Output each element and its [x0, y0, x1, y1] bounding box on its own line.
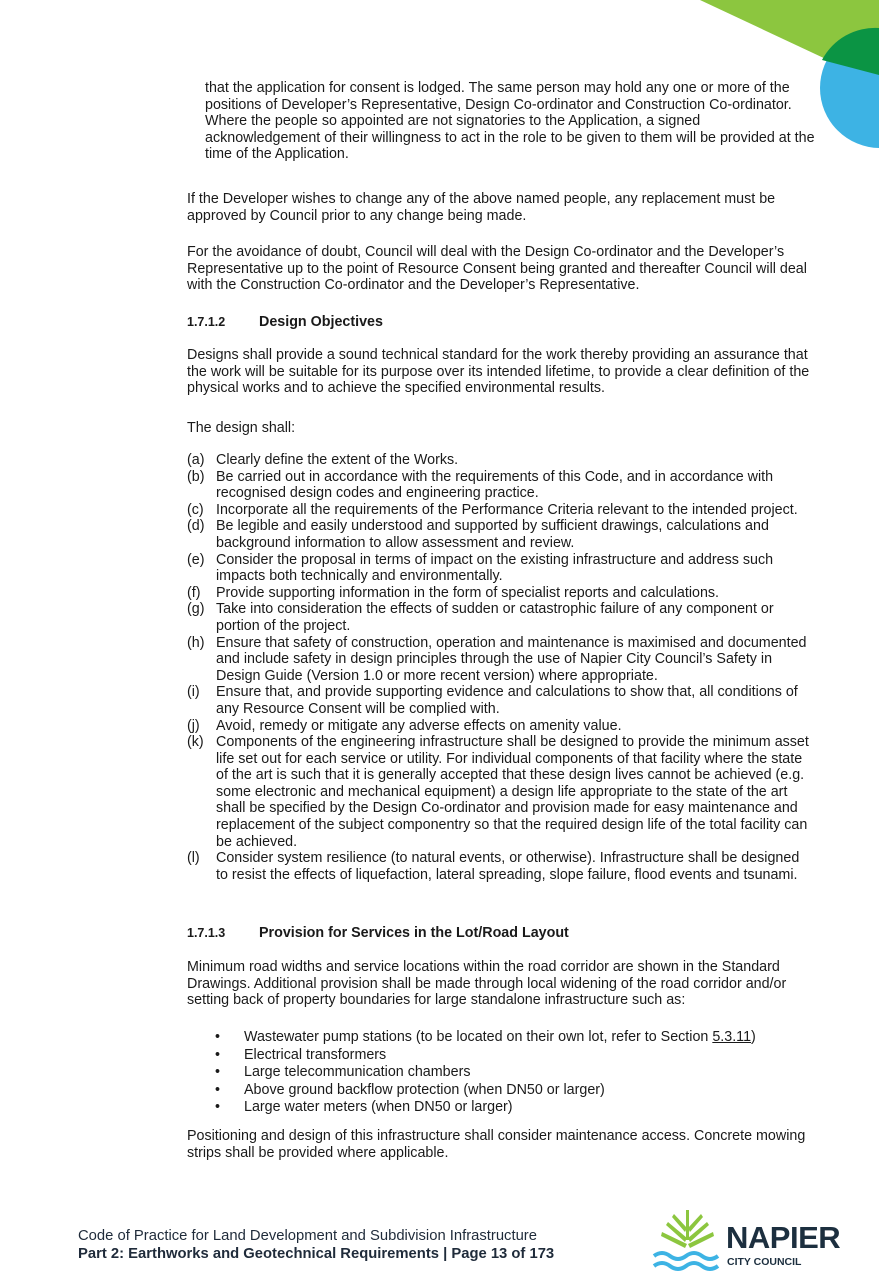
infrastructure-list	[215, 1029, 815, 1117]
list-item	[187, 469, 812, 502]
list-item	[187, 585, 812, 602]
list-text: Ensure that safety of construction, operation and maintenance is maximised and documented and include safety in design principles through the use of Napier City Council’s Safety in Design Guide (Version 1.0 or more recent version) where appropriate.	[216, 634, 807, 684]
avoidance-paragraph: For the avoidance of doubt, Council will deal with the Design Co-ordinator and the Developer’s Representative up to the point of Resource Consent being granted and thereafter Council will deal with the Construction Co-ordinator and the Developer’s Representative.	[187, 244, 807, 294]
list-item	[215, 1064, 815, 1082]
section-number: 1.7.1.3	[187, 926, 226, 940]
list-text: Components of the engineering infrastructure shall be designed to provide the minimum asset life set out for each service or utility. For individual components of that facility where the state of the art is such that it is generally accepted that these design lives cannot be achieved (e.g. some electronic and mechanical equipment) a design life appropriate to the state of the art shall be specified by the Design Co-ordinator and provision made for easy maintenance and replacement of the subject componentry so that the required design life of the total facility can be achieved.	[216, 734, 809, 850]
heading-design-objectives	[187, 314, 383, 331]
list-item	[187, 601, 812, 634]
list-item	[215, 1099, 815, 1117]
list-label: (k)	[187, 734, 204, 751]
list-label: (h)	[187, 634, 205, 651]
design-shall-paragraph: The design shall:	[187, 420, 296, 436]
list-text: Wastewater pump stations (to be located on their own lot, refer to Section	[244, 1029, 713, 1045]
section-link[interactable]: 5.3.11	[712, 1029, 752, 1045]
section-title: Provision for Services in the Lot/Road Layout	[259, 925, 569, 941]
bullet: •	[215, 1099, 221, 1116]
list-label: (g)	[187, 601, 205, 618]
list-text: Above ground backflow protection (when DN50 or larger)	[244, 1081, 605, 1098]
list-text: Ensure that, and provide supporting evidence and calculations to show that, all conditions of any Resource Consent will be complied with.	[216, 684, 798, 717]
list-text: Large telecommunication chambers	[244, 1064, 471, 1081]
design-requirements-list	[187, 452, 812, 883]
list-item	[215, 1029, 815, 1047]
list-label: (l)	[187, 850, 200, 867]
list-text: Take into consideration the effects of sudden or catastrophic failure of any component or portion of the project.	[216, 601, 774, 634]
list-item	[215, 1082, 815, 1100]
list-label: (j)	[187, 717, 200, 734]
list-label: (a)	[187, 452, 205, 468]
section-number: 1.7.1.2	[187, 315, 226, 329]
list-label: (c)	[187, 501, 204, 518]
designs-paragraph: Designs shall provide a sound technical standard for the work thereby providing an assurance that the work will be suitable for its purpose over its intended lifetime, to provide a clear definition of the physical works and to achieve the specified environmental results.	[187, 347, 810, 397]
list-item	[215, 1047, 815, 1065]
minimum-widths-paragraph: Minimum road widths and service locations within the road corridor are shown in the Standard Drawings. Additional provision shall be made through local widening of the road corridor and/or setting back of property boundaries for large standalone infrastructure such as:	[187, 959, 787, 1009]
list-item	[187, 452, 812, 469]
bullet: •	[215, 1029, 221, 1045]
continuation-paragraph: that the application for consent is lodged. The same person may hold any one or more of the positions of Developer’s Representative, Design Co-ordinator and Construction Co-ordinator. Where the people so appointed are not signatories to the Application, a signed acknowledgement of their willingness to act in the role to be given to them will be provided at the time of the Application.	[205, 80, 815, 163]
list-item	[187, 850, 812, 883]
list-text: Consider system resilience (to natural events, or otherwise). Infrastructure shall be designed to resist the effects of liquefaction, lateral spreading, slope failure, flood events and tsunami.	[216, 850, 800, 883]
list-label: (b)	[187, 468, 205, 485]
list-text: Clearly define the extent of the Works.	[216, 452, 459, 468]
list-item	[187, 635, 812, 685]
list-text-end: )	[751, 1029, 756, 1045]
bullet: •	[215, 1081, 221, 1098]
list-item	[187, 552, 812, 585]
list-item	[187, 718, 812, 735]
list-item	[187, 502, 812, 519]
list-text: Electrical transformers	[244, 1046, 387, 1063]
list-text: Be carried out in accordance with the requirements of this Code, and in accordance with recognised design codes and engineering practice.	[216, 468, 774, 502]
positioning-paragraph: Positioning and design of this infrastructure shall consider maintenance access. Concrete mowing strips shall be provided where applicable.	[187, 1128, 806, 1161]
logo-subtitle: CITY COUNCIL	[727, 1256, 802, 1268]
heading-provision-services	[187, 925, 569, 942]
logo-wordmark: NAPIER	[726, 1220, 841, 1255]
list-text: Large water meters (when DN50 or larger)	[244, 1099, 513, 1116]
bullet: •	[215, 1064, 221, 1081]
list-item	[187, 734, 812, 850]
list-text: Consider the proposal in terms of impact on the existing infrastructure and address such impacts both technically and environmentally.	[216, 551, 774, 585]
list-label: (i)	[187, 684, 200, 701]
list-label: (d)	[187, 518, 205, 535]
list-label: (f)	[187, 584, 201, 601]
list-item	[187, 518, 812, 551]
list-text: Incorporate all the requirements of the Performance Criteria relevant to the intended project.	[216, 501, 798, 518]
bullet: •	[215, 1046, 221, 1063]
section-title: Design Objectives	[259, 314, 383, 330]
list-item	[187, 684, 812, 717]
list-text: Provide supporting information in the form of specialist reports and calculations.	[216, 584, 720, 601]
list-text: Be legible and easily understood and supported by sufficient drawings, calculations and background information to allow assessment and review.	[216, 518, 769, 551]
list-label: (e)	[187, 551, 205, 568]
list-text: Avoid, remedy or mitigate any adverse effects on amenity value.	[216, 717, 622, 734]
footer-title: Code of Practice for Land Development and Subdivision Infrastructure	[78, 1228, 537, 1244]
change-paragraph: If the Developer wishes to change any of the above named people, any replacement must be approved by Council prior to any change being made.	[187, 191, 776, 224]
page-footer	[78, 1227, 554, 1263]
footer-part-page: Part 2: Earthworks and Geotechnical Requirements | Page 13 of 173	[78, 1246, 555, 1262]
